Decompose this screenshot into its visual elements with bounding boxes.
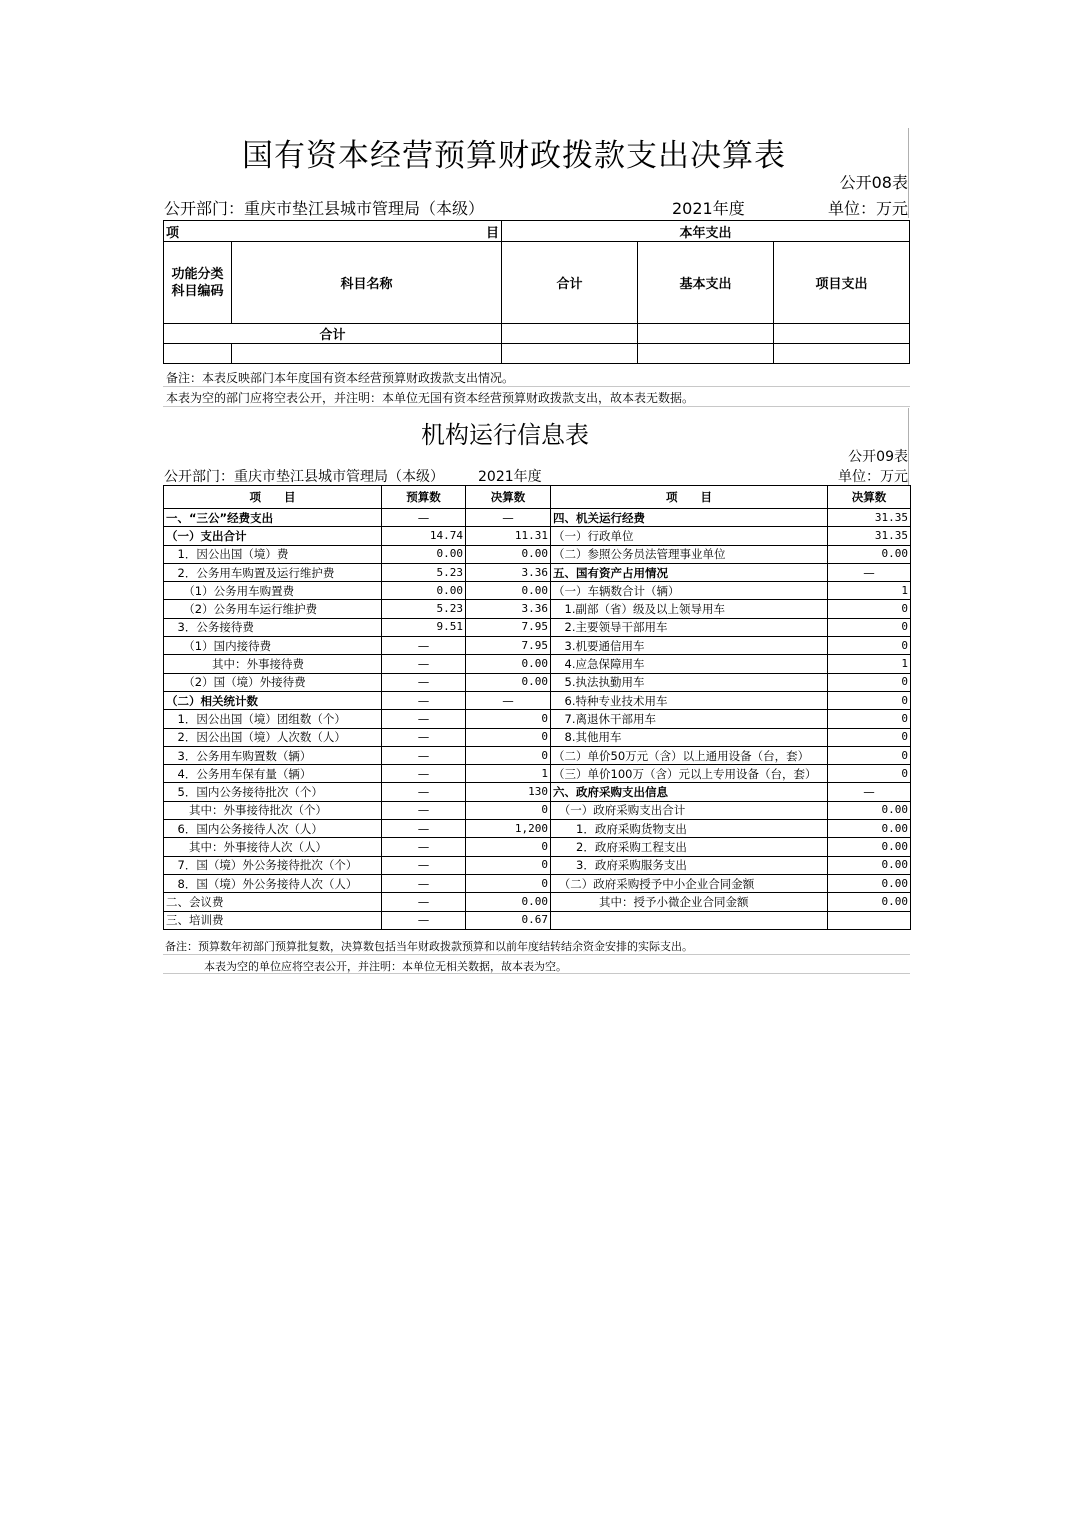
- row-item-right: （二）单价50万元（含）以上通用设备（台，套）: [551, 746, 828, 764]
- row-final-right: 0.00: [828, 893, 911, 911]
- table-row: [164, 509, 911, 527]
- row-item-left: 6．国内公务接待人次（人）: [164, 820, 382, 838]
- row-item-left: 3．公务接待费: [164, 618, 382, 636]
- row-item-left: （2）公务用车运行维护费: [164, 600, 382, 618]
- row-item-right: （一）行政单位: [551, 527, 828, 545]
- row-final-right: 0: [828, 637, 911, 655]
- row-item-left: 4．公务用车保有量（辆）: [164, 765, 382, 783]
- row-final-right: 0: [828, 673, 911, 691]
- row-final-left: 0.00: [466, 655, 551, 673]
- table1-empty-cell: [164, 344, 232, 364]
- row-budget: —: [382, 728, 466, 746]
- row-item-right: 3.机要通信用车: [551, 637, 828, 655]
- row-final-left: 0: [466, 746, 551, 764]
- table-row: [164, 710, 911, 728]
- row-final-right: 0.00: [828, 801, 911, 819]
- table2-title: 机构运行信息表: [421, 421, 589, 449]
- table-row: [164, 728, 911, 746]
- row-item-right: 7.离退休干部用车: [551, 710, 828, 728]
- row-final-left: 0: [466, 728, 551, 746]
- table1-title: 国有资本经营预算财政拨款支出决算表: [242, 138, 786, 174]
- row-item-left: 2．因公出国（境）人次数（人）: [164, 728, 382, 746]
- table-row: [164, 637, 911, 655]
- row-item-left: 5．国内公务接待批次（个）: [164, 783, 382, 801]
- row-budget: 5.23: [382, 600, 466, 618]
- row-budget: —: [382, 838, 466, 856]
- table1-empty-statement: 本表为空的部门应将空表公开，并注明：本单位无国有资本经营预算财政拨款支出，故本表无数据。: [166, 391, 695, 405]
- row-item-right: 6.特种专业技术用车: [551, 691, 828, 709]
- table-row: [164, 582, 911, 600]
- table-row: [164, 746, 911, 764]
- row-final-left: 7.95: [466, 637, 551, 655]
- row-final-left: 0: [466, 838, 551, 856]
- row-final-left: 0.00: [466, 582, 551, 600]
- row-final-left: 0: [466, 710, 551, 728]
- row-item-right: 其中：授予小微企业合同金额: [551, 893, 828, 911]
- row-item-right: （二）参照公务员法管理事业单位: [551, 545, 828, 563]
- table1-empty-cell: [638, 344, 774, 364]
- row-budget: 0.00: [382, 582, 466, 600]
- row-budget: —: [382, 856, 466, 874]
- table-row: [164, 820, 911, 838]
- row-final-right: 1: [828, 582, 911, 600]
- table2-note: 备注：预算数年初部门预算批复数，决算数包括当年财政拨款预算和以前年度结转结余资金安排的实际支出。: [165, 940, 693, 953]
- row-final-right: 0: [828, 728, 911, 746]
- row-item-right: 五、国有资产占用情况: [551, 563, 828, 581]
- table-row: [164, 527, 911, 545]
- row-final-left: 1,200: [466, 820, 551, 838]
- row-budget: —: [382, 691, 466, 709]
- row-final-left: 0: [466, 856, 551, 874]
- row-item-right: 2．政府采购工程支出: [551, 838, 828, 856]
- row-final-left: 0.00: [466, 673, 551, 691]
- row-item-right: （二）政府采购授予中小企业合同金额: [551, 874, 828, 892]
- row-budget: —: [382, 874, 466, 892]
- row-item-left: 2．公务用车购置及运行维护费: [164, 563, 382, 581]
- table1-note-divider: [163, 406, 910, 407]
- row-item-left: （1）公务用车购置费: [164, 582, 382, 600]
- row-item-right: 四、机关运行经费: [551, 509, 828, 527]
- table2-empty-statement: 本表为空的单位应将空表公开，并注明：本单位无相关数据，故本表为空。: [204, 960, 567, 973]
- row-budget: —: [382, 801, 466, 819]
- row-item-left: 二、会议费: [164, 893, 382, 911]
- row-final-right: 0: [828, 746, 911, 764]
- row-budget: —: [382, 673, 466, 691]
- row-final-right: 0.00: [828, 856, 911, 874]
- row-item-left: 其中：外事接待批次（个）: [164, 801, 382, 819]
- row-final-right: 0.00: [828, 820, 911, 838]
- table2-grid: [163, 485, 911, 930]
- row-item-left: 其中：外事接待人次（人）: [164, 838, 382, 856]
- table2-note-divider: [163, 973, 910, 974]
- row-final-right: 0: [828, 710, 911, 728]
- gridline-right-top: [908, 128, 909, 218]
- row-budget: 5.23: [382, 563, 466, 581]
- row-final-right: 0: [828, 618, 911, 636]
- table1-total-value: [502, 324, 638, 344]
- row-final-right: 0: [828, 600, 911, 618]
- row-final-left: 0.00: [466, 893, 551, 911]
- table1-col-basic: 基本支出: [638, 242, 774, 324]
- table1-col-project: 项目支出: [774, 242, 910, 324]
- row-item-left: 1．因公出国（境）费: [164, 545, 382, 563]
- row-final-right: 0.00: [828, 838, 911, 856]
- row-item-right: 六、政府采购支出信息: [551, 783, 828, 801]
- row-final-right: [828, 911, 911, 929]
- row-budget: —: [382, 893, 466, 911]
- row-item-left: 8．国（境）外公务接待人次（人）: [164, 874, 382, 892]
- row-final-left: 0.67: [466, 911, 551, 929]
- table-row: [164, 545, 911, 563]
- table2-header-final-left: 决算数: [466, 486, 551, 509]
- table-row: [164, 563, 911, 581]
- table2-header-final-right: 决算数: [828, 486, 911, 509]
- table1-empty-cell: [232, 344, 502, 364]
- row-budget: —: [382, 509, 466, 527]
- row-item-left: （二）相关统计数: [164, 691, 382, 709]
- table1-header-item-left: 项: [166, 225, 180, 241]
- row-final-left: 0: [466, 801, 551, 819]
- row-item-left: 1．因公出国（境）团组数（个）: [164, 710, 382, 728]
- row-final-right: 0.00: [828, 545, 911, 563]
- table-row: [164, 874, 911, 892]
- table-row: [164, 655, 911, 673]
- table-row: [164, 765, 911, 783]
- row-item-left: 一、“三公”经费支出: [164, 509, 382, 527]
- row-final-left: 1: [466, 765, 551, 783]
- table-row: [164, 691, 911, 709]
- table1-total-label: 合计: [164, 324, 502, 344]
- table1-total-project: [774, 324, 910, 344]
- table1-header-current: 本年支出: [502, 221, 910, 242]
- table-row: [164, 911, 911, 929]
- table-row: [164, 618, 911, 636]
- row-final-left: 0: [466, 874, 551, 892]
- table1-empty-cell: [774, 344, 910, 364]
- table1-header-item: [164, 221, 502, 242]
- row-final-left: —: [466, 691, 551, 709]
- row-final-right: 0: [828, 765, 911, 783]
- row-item-left: （1）国内接待费: [164, 637, 382, 655]
- table1-total-basic: [638, 324, 774, 344]
- row-final-left: 3.36: [466, 563, 551, 581]
- row-final-right: 0.00: [828, 874, 911, 892]
- table2-header-budget: 预算数: [382, 486, 466, 509]
- row-item-right: [551, 911, 828, 929]
- table1-department: 公开部门：重庆市垫江县城市管理局（本级）: [164, 199, 485, 218]
- row-item-right: （三）单价100万（含）元以上专用设备（台，套）: [551, 765, 828, 783]
- row-item-left: 其中：外事接待费: [164, 655, 382, 673]
- table2-header-item-right: 项 目: [551, 486, 828, 509]
- table1-note: 备注：本表反映部门本年度国有资本经营预算财政拨款支出情况。: [166, 371, 515, 385]
- row-budget: —: [382, 765, 466, 783]
- row-budget: —: [382, 746, 466, 764]
- table1-col-code: 功能分类科目编码: [164, 242, 232, 324]
- row-item-right: 1.副部（省）级及以上领导用车: [551, 600, 828, 618]
- row-budget: 9.51: [382, 618, 466, 636]
- table2-unit: 单位：万元: [838, 469, 908, 485]
- table-row: [164, 838, 911, 856]
- table1-unit: 单位：万元: [827, 199, 908, 218]
- row-final-right: —: [828, 563, 911, 581]
- row-final-right: 1: [828, 655, 911, 673]
- row-budget: —: [382, 783, 466, 801]
- row-item-left: （2）国（境）外接待费: [164, 673, 382, 691]
- row-final-left: 7.95: [466, 618, 551, 636]
- table2-header-item-left: 项 目: [164, 486, 382, 509]
- row-final-left: 11.31: [466, 527, 551, 545]
- row-item-right: 4.应急保障用车: [551, 655, 828, 673]
- row-item-left: 7．国（境）外公务接待批次（个）: [164, 856, 382, 874]
- row-item-right: （一）政府采购支出合计: [551, 801, 828, 819]
- row-budget: —: [382, 637, 466, 655]
- row-item-right: 5.执法执勤用车: [551, 673, 828, 691]
- row-item-right: （一）车辆数合计（辆）: [551, 582, 828, 600]
- table1-number: 公开08表: [839, 173, 908, 192]
- table2-year: 2021年度: [478, 469, 542, 485]
- row-item-right: 1．政府采购货物支出: [551, 820, 828, 838]
- row-item-left: （一）支出合计: [164, 527, 382, 545]
- table1-col-name: 科目名称: [232, 242, 502, 324]
- table1-grid: [163, 220, 910, 364]
- table2-note-divider: [163, 954, 910, 955]
- table-row: [164, 783, 911, 801]
- row-budget: —: [382, 911, 466, 929]
- row-final-left: —: [466, 509, 551, 527]
- row-item-right: 3．政府采购服务支出: [551, 856, 828, 874]
- table1-col-total: 合计: [502, 242, 638, 324]
- table-row: [164, 856, 911, 874]
- row-budget: —: [382, 820, 466, 838]
- table1-empty-cell: [502, 344, 638, 364]
- table1-year: 2021年度: [672, 199, 745, 218]
- row-final-left: 3.36: [466, 600, 551, 618]
- row-final-right: —: [828, 783, 911, 801]
- table2-department: 公开部门：重庆市垫江县城市管理局（本级）: [164, 469, 444, 485]
- row-budget: 0.00: [382, 545, 466, 563]
- row-final-left: 0.00: [466, 545, 551, 563]
- row-budget: —: [382, 655, 466, 673]
- table1-note-divider: [163, 386, 910, 387]
- table2-number: 公开09表: [848, 449, 908, 465]
- row-final-right: 31.35: [828, 509, 911, 527]
- row-item-left: 三、培训费: [164, 911, 382, 929]
- table-row: [164, 801, 911, 819]
- table1-header-item-right: 目: [485, 225, 499, 241]
- row-item-left: 3．公务用车购置数（辆）: [164, 746, 382, 764]
- row-final-right: 0: [828, 691, 911, 709]
- table-row: [164, 673, 911, 691]
- row-budget: —: [382, 710, 466, 728]
- row-item-right: 8.其他用车: [551, 728, 828, 746]
- gridline-right-mid: [908, 408, 909, 486]
- row-final-right: 31.35: [828, 527, 911, 545]
- table-row: [164, 893, 911, 911]
- table-row: [164, 600, 911, 618]
- row-budget: 14.74: [382, 527, 466, 545]
- row-final-left: 130: [466, 783, 551, 801]
- row-item-right: 2.主要领导干部用车: [551, 618, 828, 636]
